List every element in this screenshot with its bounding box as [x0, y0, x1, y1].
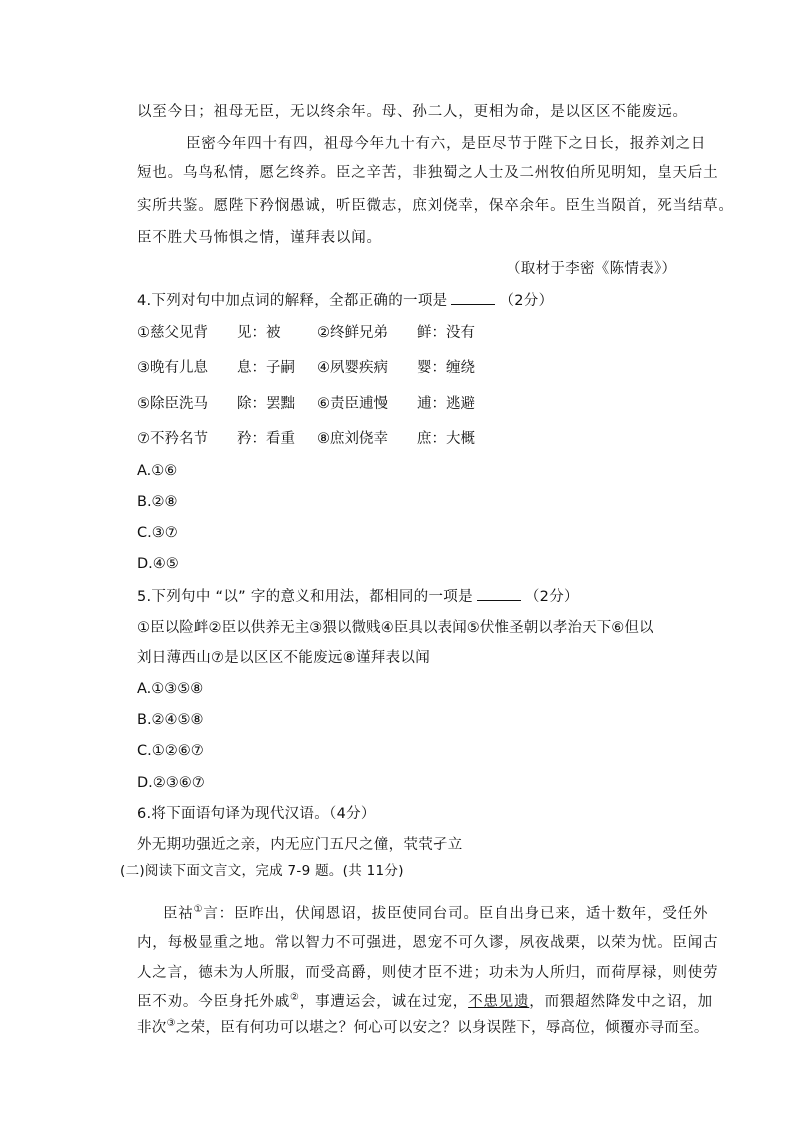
q5-option-d[interactable]: D.②③⑥⑦ — [137, 775, 205, 791]
q5-option-b[interactable]: B.②④⑤⑧ — [137, 712, 204, 728]
passage2-line2: 内，每极显重之地。常以智力不可强进，恩宠不可久谬，夙夜战栗，以荣为忧。臣闻古 — [137, 935, 719, 951]
passage2-text: 之荣，臣有何功可以堪之？何心可以安之？以身误陛下，辱高位，倾覆亦寻而至。 — [175, 1020, 709, 1036]
q4-option-a[interactable]: A.①⑥ — [137, 463, 178, 479]
passage1-para2-line3: 实所共鉴。愿陛下矜悯愚诚，听臣微志，庶刘侥幸，保卒余年。臣生当陨首，死当结草。 — [137, 198, 734, 214]
q4-row-4 — [137, 429, 475, 449]
passage2-text: 言：臣昨出，伏闻恩诏，拔臣使同台司。臣自出身已来，适十数年，受任外 — [203, 906, 709, 922]
q4-option-c[interactable]: C.③⑦ — [137, 525, 178, 541]
q4-score: （2分） — [499, 293, 554, 309]
passage1-para2-line4: 臣不胜犬马怖惧之情，谨拜表以闻。 — [137, 230, 382, 246]
q5-stem: 5.下列句中 “以” 字的意义和用法，都相同的一项是 — [137, 589, 473, 605]
passage2-line3: 人之言，德未为人所服，而受高爵，则使才臣不进；功未为人所归，而荷厚禄，则使劳 — [137, 965, 719, 981]
footnote-marker-2: ② — [290, 992, 300, 1004]
q5-sentences-line1: ①臣以险衅②臣以供养无主③猥以微贱④臣具以表闻⑤伏惟圣朝以孝治天下⑥但以 — [137, 620, 654, 636]
q4-sentence: ⑤除臣洗马 — [137, 396, 208, 412]
q6-sentence: 外无期功强近之亲，内无应门五尺之僮，茕茕孑立 — [137, 837, 463, 853]
section2-heading: (二)阅读下面文言文，完成 7-9 题。(共 11分) — [120, 863, 404, 879]
passage2-line1 — [163, 904, 708, 924]
q4-explanation: 见：被 — [237, 325, 281, 341]
q4-option-b[interactable]: B.②⑧ — [137, 494, 178, 510]
q5-option-a[interactable]: A.①③⑤⑧ — [137, 681, 204, 697]
q4-answer-blank[interactable] — [451, 290, 495, 305]
q4-sentence: ⑧庶刘侥幸 — [317, 431, 388, 447]
passage2-line4 — [137, 992, 713, 1012]
q4-sentence: ③晚有儿息 — [137, 360, 208, 376]
passage2-text: 臣祜 — [163, 906, 194, 922]
passage2-text: 臣不劝。今臣身托外戚 — [137, 994, 290, 1010]
q5-stem-line — [137, 586, 579, 607]
underlined-phrase: 不患见遗 — [468, 994, 530, 1010]
q4-explanation: 矜：看重 — [237, 431, 295, 447]
q4-explanation: 婴：缠绕 — [417, 360, 475, 376]
footnote-marker-1: ① — [193, 904, 204, 916]
passage1-para2-line2: 短也。乌鸟私情，愿乞终养。臣之辛苦，非独蜀之人士及二州牧伯所见明知，皇天后土 — [137, 165, 719, 181]
passage2-text: ，而猥超然降发中之诏，加 — [529, 994, 713, 1010]
q4-stem: 4.下列对句中加点词的解释，全都正确的一项是 — [137, 293, 448, 309]
q4-explanation: 庶：大概 — [417, 431, 475, 447]
q4-explanation: 息：子嗣 — [237, 360, 295, 376]
q5-score: （2分） — [524, 589, 579, 605]
q4-explanation: 除：罢黜 — [237, 396, 295, 412]
footnote-marker-3: ③ — [166, 1018, 176, 1030]
q4-row-1 — [137, 323, 475, 343]
passage2-line5 — [137, 1018, 709, 1038]
q5-sentences-line2: 刘日薄西山⑦是以区区不能废远⑧谨拜表以闻 — [137, 650, 430, 666]
q4-stem-line — [137, 290, 553, 311]
passage2-text: 非次 — [137, 1020, 167, 1036]
q5-answer-blank[interactable] — [477, 586, 521, 601]
q4-sentence: ①慈父见背 — [137, 325, 208, 341]
passage2-text: ，事遭运会，诚在过宠， — [299, 994, 469, 1010]
q6-stem: 6.将下面语句译为现代汉语。（4分） — [137, 806, 376, 822]
q4-explanation: 逋：逃避 — [417, 396, 475, 412]
q4-row-2 — [137, 358, 475, 378]
passage1-line1: 以至今日；祖母无臣，无以终余年。母、孙二人，更相为命，是以区区不能废远。 — [137, 104, 688, 120]
q4-option-d[interactable]: D.④⑤ — [137, 556, 179, 572]
q4-sentence: ⑥责臣逋慢 — [317, 396, 388, 412]
q4-sentence: ④夙婴疾病 — [317, 360, 388, 376]
q4-row-3 — [137, 394, 475, 414]
passage1-para2-line1: 臣密今年四十有四，祖母今年九十有六，是臣尽节于陛下之日长，报养刘之日 — [186, 136, 707, 152]
q4-explanation: 鲜：没有 — [417, 325, 475, 341]
q5-option-c[interactable]: C.①②⑥⑦ — [137, 743, 204, 759]
q4-sentence: ⑦不矜名节 — [137, 431, 208, 447]
q4-sentence: ②终鲜兄弟 — [317, 325, 388, 341]
passage1-source: （取材于李密《陈情表》） — [506, 261, 677, 277]
